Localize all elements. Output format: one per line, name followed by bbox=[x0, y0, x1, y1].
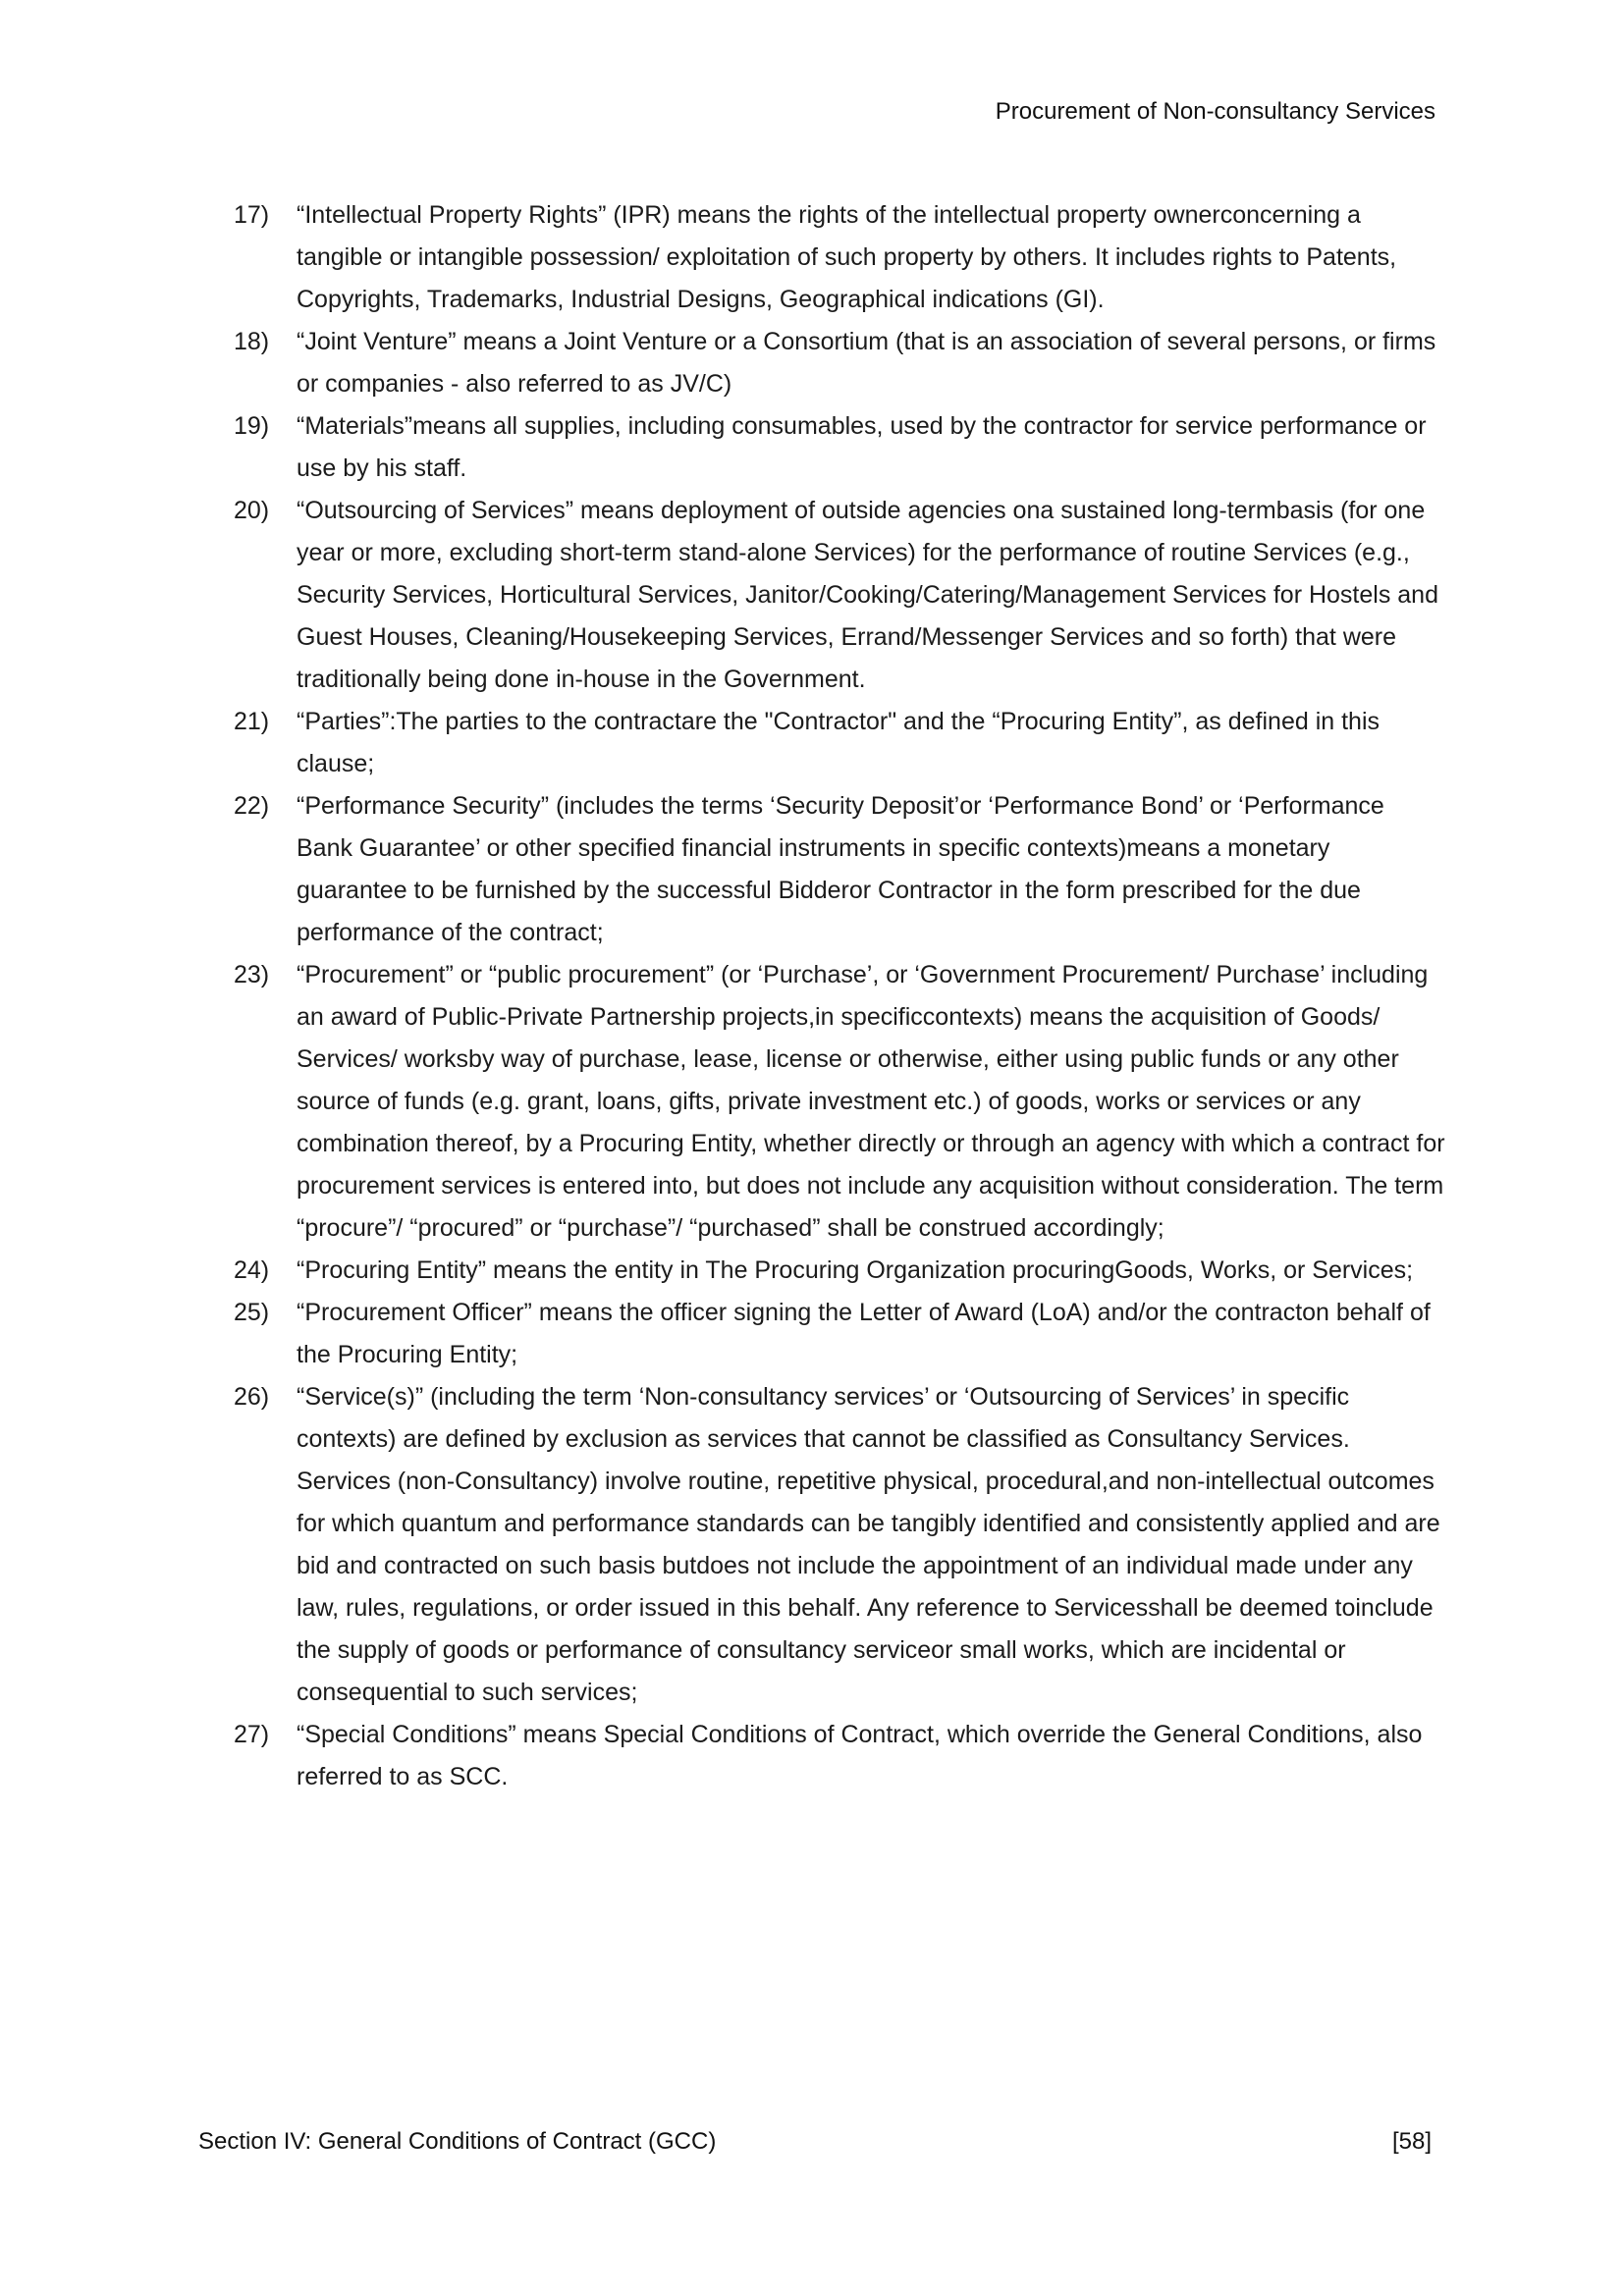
item-text: “Procurement Officer” means the officer signing the Letter of Award (LoA) and/or the contracton behalf of the Procuring Entity; bbox=[297, 1299, 1431, 1368]
list-item bbox=[234, 194, 1446, 321]
list-item bbox=[234, 1714, 1446, 1798]
item-text: “Special Conditions” means Special Conditions of Contract, which override the General Conditions, also referred to as SCC. bbox=[297, 1721, 1423, 1790]
page-number: [58] bbox=[1391, 2128, 1432, 2155]
item-number: 17) bbox=[234, 201, 270, 229]
page-header bbox=[196, 96, 1435, 127]
item-number: 23) bbox=[234, 961, 270, 988]
item-number: 18) bbox=[234, 328, 270, 355]
list-item bbox=[234, 1250, 1446, 1292]
page-footer bbox=[198, 2128, 1432, 2156]
item-text: “Joint Venture” means a Joint Venture or a Consortium (that is an association of several persons, or firms or companies - also referred to as JV/C) bbox=[297, 328, 1436, 398]
list-item bbox=[234, 321, 1446, 405]
item-number: 19) bbox=[234, 412, 270, 440]
header-title: Procurement of Non-consultancy Services bbox=[995, 98, 1435, 125]
item-number: 25) bbox=[234, 1299, 270, 1326]
item-number: 21) bbox=[234, 708, 270, 735]
item-text: “Parties”:The parties to the contractare the "Contractor" and the “Procuring Entity”, as defined in this clause; bbox=[297, 708, 1380, 777]
item-text: “Performance Security” (includes the terms ‘Security Deposit’or ‘Performance Bond’ or ‘Performance Bank Guarantee’ or other specified financial instruments in specific contexts)means a monetary guarantee to be furnished by the successful Bidderor Contractor in the form prescribed for the due performance of the contract; bbox=[297, 792, 1384, 946]
item-number: 24) bbox=[234, 1256, 270, 1284]
footer-section-label: Section IV: General Conditions of Contract (GCC) bbox=[198, 2128, 717, 2155]
item-text: “Materials”means all supplies, including consumables, used by the contractor for service performance or use by his staff. bbox=[297, 412, 1427, 482]
list-item bbox=[234, 701, 1446, 785]
item-text: “Procurement” or “public procurement” (or ‘Purchase’, or ‘Government Procurement/ Purchase’ including an award of Public-Private Partnership projects,in specificcontexts) means the acquisition of Goods/ Services/ worksby way of purchase, lease, license or otherwise, either using public funds or any other source of funds (e.g. grant, loans, gifts, private investment etc.) of goods, works or services or any combination thereof, by a Procuring Entity, whether directly or through an agency with which a contract for procurement services is entered into, but does not include any acquisition without consideration. The term “procure”/ “procured” or “purchase”/ “purchased” shall be construed accordingly; bbox=[297, 961, 1445, 1242]
item-number: 27) bbox=[234, 1721, 270, 1748]
item-number: 26) bbox=[234, 1383, 270, 1411]
item-number: 20) bbox=[234, 497, 270, 524]
list-item bbox=[234, 405, 1446, 490]
list-item bbox=[234, 954, 1446, 1250]
item-text: “Outsourcing of Services” means deployment of outside agencies ona sustained long-termbasis (for one year or more, excluding short-term stand-alone Services) for the performance of routine Services (e.g., Security Services, Horticultural Services, Janitor/Cooking/Catering/Management Services for Hostels and Guest Houses, Cleaning/Housekeeping Services, Errand/Messenger Services and so forth) that were traditionally being done in-house in the Government. bbox=[297, 497, 1438, 693]
list-item bbox=[234, 1292, 1446, 1376]
item-text: “Intellectual Property Rights” (IPR) means the rights of the intellectual property ownerconcerning a tangible or intangible possession/ exploitation of such property by others. It includes rights to Patents, Copyrights, Trademarks, Industrial Designs, Geographical indications (GI). bbox=[297, 201, 1397, 313]
definitions-list bbox=[234, 194, 1446, 1798]
list-item bbox=[234, 785, 1446, 954]
list-item bbox=[234, 1376, 1446, 1714]
item-text: “Service(s)” (including the term ‘Non-consultancy services’ or ‘Outsourcing of Services’ in specific contexts) are defined by exclusion as services that cannot be classified as Consultancy Services. Services (non-Consultancy) involve routine, repetitive physical, procedural,and non-intellectual outcomes for which quantum and performance standards can be tangibly identified and consistently applied and are bid and contracted on such basis butdoes not include the appointment of an individual made under any law, rules, regulations, or order issued in this behalf. Any reference to Servicesshall be deemed toinclude the supply of goods or performance of consultancy serviceor small works, which are incidental or consequential to such services; bbox=[297, 1383, 1440, 1706]
item-text: “Procuring Entity” means the entity in The Procuring Organization procuringGoods, Works, or Services; bbox=[297, 1256, 1414, 1284]
list-item bbox=[234, 490, 1446, 701]
item-number: 22) bbox=[234, 792, 270, 820]
